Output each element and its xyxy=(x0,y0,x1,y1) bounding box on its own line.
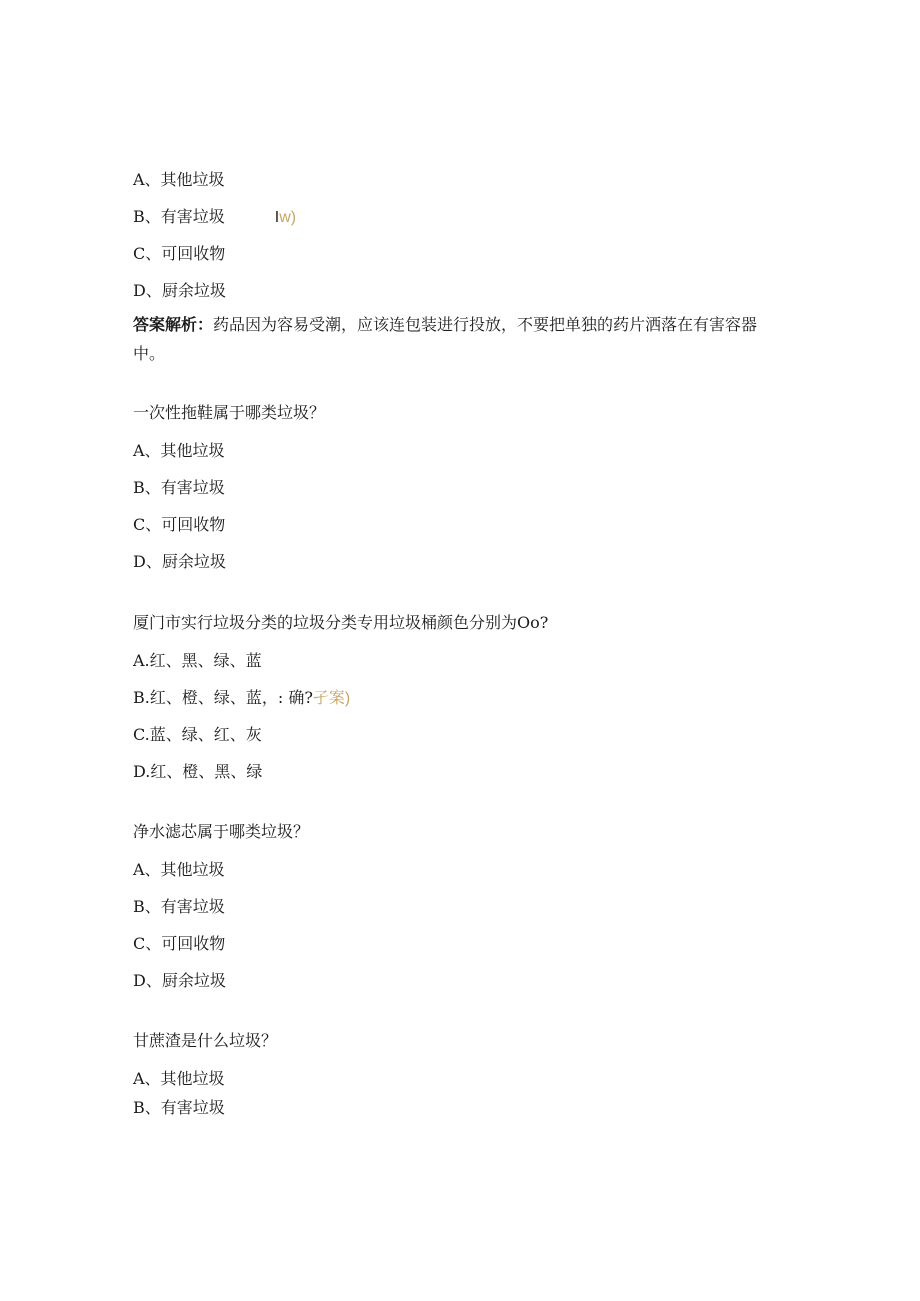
q4-option-a: A、其他垃圾 xyxy=(133,860,225,879)
q1-option-b-row xyxy=(133,207,296,228)
q3-option-b: B.红、橙、绿、蓝，: 确? xyxy=(133,688,313,707)
q3-option-c: C.蓝、绿、红、灰 xyxy=(133,725,262,744)
q3-option-b-row xyxy=(133,688,350,709)
q3-answer-mark-faded: 孑案) xyxy=(312,690,351,707)
q2-question: 一次性拖鞋属于哪类垃圾？ xyxy=(133,403,326,422)
q3-option-d: D.红、橙、黑、绿 xyxy=(133,762,263,781)
q2-option-d: D、厨余垃圾 xyxy=(133,552,226,571)
q4-question: 净水滤芯属于哪类垃圾？ xyxy=(133,822,310,841)
analysis-text: 药品因为容易受潮，应该连包装进行投放，不要把单独的药片洒落在有害容器中。 xyxy=(133,315,758,363)
q1-answer-mark: I xyxy=(274,209,280,226)
q5-option-a: A、其他垃圾 xyxy=(133,1069,225,1088)
q2-option-b: B、有害垃圾 xyxy=(133,478,225,497)
q4-option-d: D、厨余垃圾 xyxy=(133,971,226,990)
q5-option-b: B、有害垃圾 xyxy=(133,1098,225,1117)
q1-option-b: B、有害垃圾 xyxy=(133,207,225,226)
q3-question: 厦门市实行垃圾分类的垃圾分类专用垃圾桶颜色分别为Oo? xyxy=(133,613,549,632)
q1-answer-mark-faded: w) xyxy=(279,209,297,226)
q4-option-c: C、可回收物 xyxy=(133,934,226,953)
q5-question: 甘蔗渣是什么垃圾？ xyxy=(133,1031,278,1050)
q1-option-c: C、可回收物 xyxy=(133,244,226,263)
q4-option-b: B、有害垃圾 xyxy=(133,897,225,916)
q1-analysis xyxy=(133,310,773,368)
q2-option-c: C、可回收物 xyxy=(133,515,226,534)
analysis-label: 答案解析： xyxy=(133,315,214,334)
q1-option-d: D、厨余垃圾 xyxy=(133,281,226,300)
q2-option-a: A、其他垃圾 xyxy=(133,441,225,460)
q1-option-a: A、其他垃圾 xyxy=(133,170,225,189)
q3-option-a: A.红、黑、绿、蓝 xyxy=(133,651,262,670)
